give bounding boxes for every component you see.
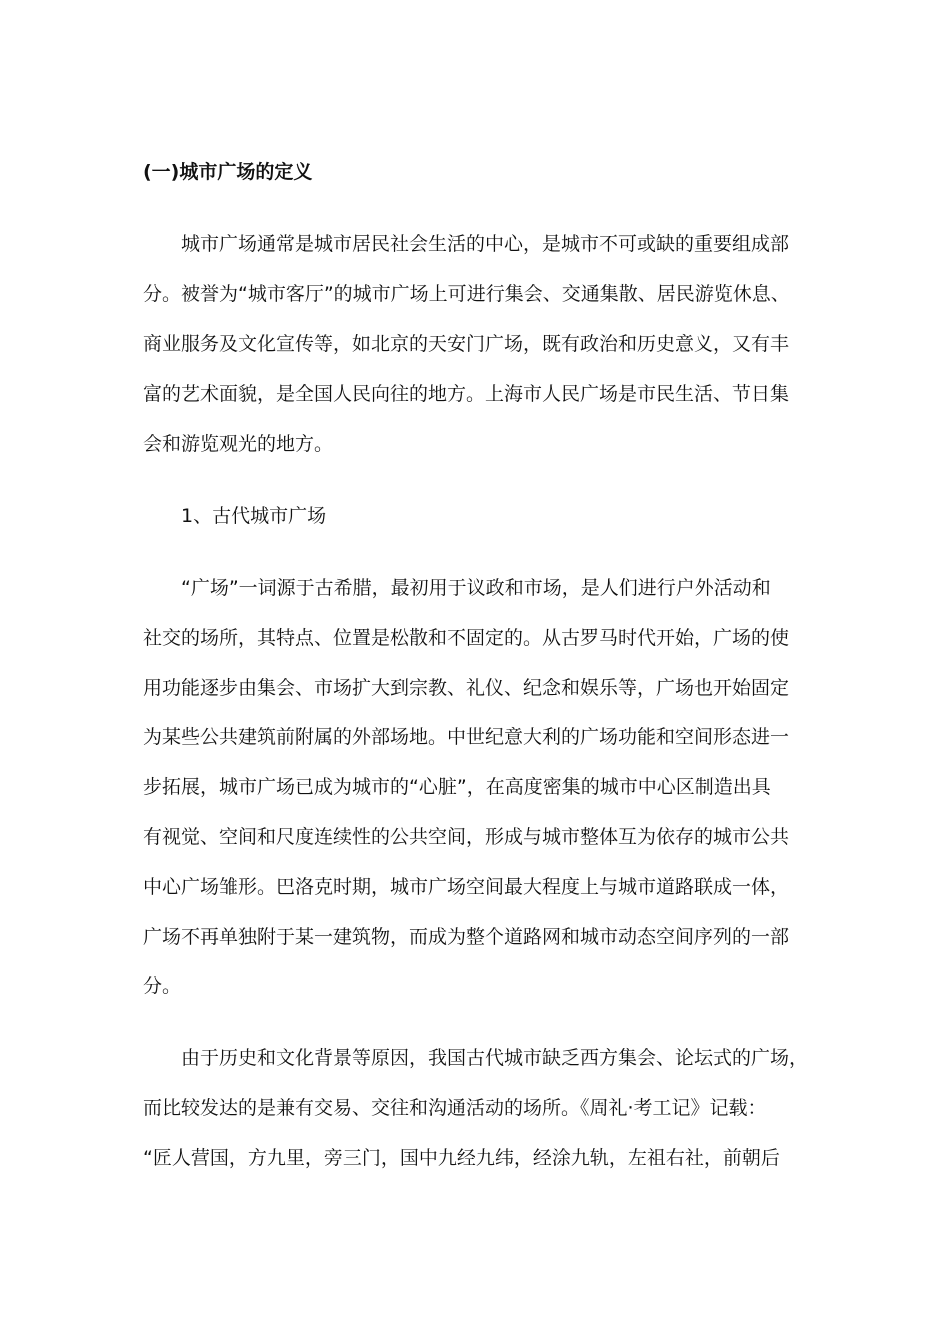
paragraph-2-line-2: 社交的场所，其特点、位置是松散和不固定的。从古罗马时代开始，广场的使 <box>143 627 790 649</box>
paragraph-2-line-8: 广场不再单独附于某一建筑物，而成为整个道路网和城市动态空间序列的一部 <box>143 926 790 948</box>
paragraph-2-line-4: 为某些公共建筑前附属的外部场地。中世纪意大利的广场功能和空间形态进一 <box>143 726 790 748</box>
paragraph-2-line-9: 分。 <box>143 975 182 997</box>
paragraph-2-line-6: 有视觉、空间和尺度连续性的公共空间，形成与城市整体互为依存的城市公共 <box>143 826 790 848</box>
subsection-heading: 1、古代城市广场 <box>181 505 327 527</box>
paragraph-1-line-4: 富的艺术面貌，是全国人民向往的地方。上海市人民广场是市民生活、节日集 <box>143 383 790 405</box>
paragraph-2-line-7: 中心广场雏形。巴洛克时期，城市广场空间最大程度上与城市道路联成一体， <box>143 876 790 898</box>
paragraph-3-line-1: 由于历史和文化背景等原因，我国古代城市缺乏西方集会、论坛式的广场， <box>181 1047 809 1069</box>
section-heading: (一)城市广场的定义 <box>143 161 313 183</box>
paragraph-2-line-5: 步拓展，城市广场已成为城市的“心脏”，在高度密集的城市中心区制造出具 <box>143 776 771 798</box>
paragraph-1-line-1: 城市广场通常是城市居民社会生活的中心，是城市不可或缺的重要组成部 <box>181 233 790 255</box>
paragraph-1-line-2: 分。被誉为“城市客厅”的城市广场上可进行集会、交通集散、居民游览休息、 <box>143 283 790 305</box>
paragraph-3-line-2: 而比较发达的是兼有交易、交往和沟通活动的场所。《周礼·考工记》记载： <box>143 1097 767 1119</box>
paragraph-2-line-3: 用功能逐步由集会、市场扩大到宗教、礼仪、纪念和娱乐等，广场也开始固定 <box>143 677 790 699</box>
paragraph-1-line-5: 会和游览观光的地方。 <box>143 433 334 455</box>
paragraph-3-line-3: “匠人营国，方九里，旁三门，国中九经九纬，经涂九轨，左祖右社，前朝后 <box>143 1147 780 1169</box>
paragraph-1-line-3: 商业服务及文化宣传等，如北京的天安门广场，既有政治和历史意义，又有丰 <box>143 333 790 355</box>
paragraph-2-line-1: “广场”一词源于古希腊，最初用于议政和市场，是人们进行户外活动和 <box>181 577 771 599</box>
